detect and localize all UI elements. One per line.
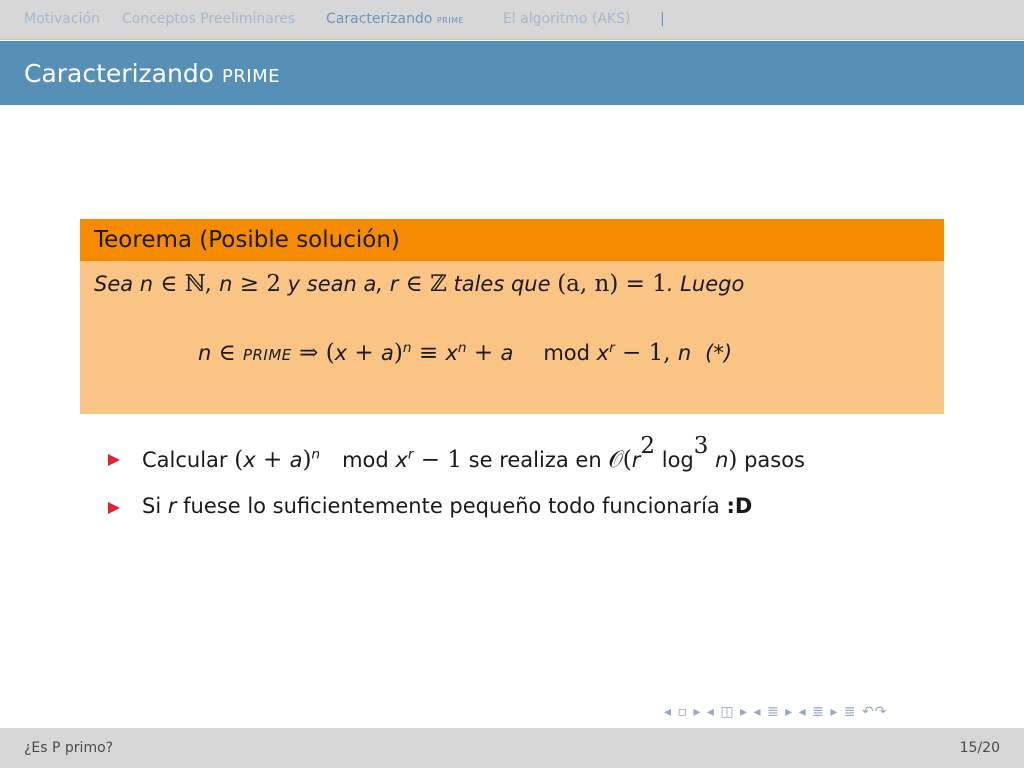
- stmt-var-n: n: [139, 272, 154, 296]
- frame-title-prime: prime: [221, 59, 281, 88]
- f-a2: a: [500, 341, 514, 365]
- footer-title: ¿Es P primo?: [24, 740, 114, 756]
- stmt-comma: ,: [205, 272, 220, 296]
- bullet-triangle-icon: [108, 502, 120, 514]
- f-x2: x: [445, 341, 458, 365]
- page-number: 15/20: [959, 740, 1000, 756]
- stmt-in-symbol-2: ∈: [398, 271, 431, 297]
- f-exp-r: r: [609, 339, 615, 356]
- stmt-text-2: y sean: [281, 272, 364, 296]
- f-paren-close: ): [393, 340, 403, 366]
- theorem-formula: [198, 340, 732, 366]
- footer-bar: [0, 728, 1024, 768]
- nav-section-prime-label: prime: [436, 12, 465, 26]
- beamer-navigation-icons[interactable]: ◂ ▫ ▸ ◂ ◫ ▸ ◂ ≣ ▸ ◂ ≣ ▸ ≣ ↶↷: [664, 704, 888, 720]
- bullet-triangle-icon: [108, 454, 120, 466]
- stmt-text: Sea: [94, 272, 140, 296]
- frame-title: [24, 59, 280, 88]
- f-exp-n2: n: [457, 339, 467, 356]
- stmt-in-symbol: ∈: [153, 271, 185, 297]
- f-n3: n: [677, 341, 692, 365]
- stmt-text-4: . Luego: [666, 272, 745, 296]
- stmt-naturals: ℕ: [184, 271, 206, 297]
- nav-section-algoritmo[interactable]: El algoritmo (AKS): [503, 11, 631, 27]
- nav-section-caracterizando[interactable]: [326, 11, 464, 27]
- stmt-var-n2: n: [219, 272, 233, 296]
- bullet-text-2: Si r fuese lo suficientemente pequeño todo funcionaría :D: [142, 494, 753, 518]
- f-exp-n: n: [402, 339, 412, 356]
- f-a: a: [381, 341, 394, 365]
- nav-section-caracterizando-label: Caracterizando: [326, 11, 433, 27]
- f-mod: mod: [543, 341, 590, 365]
- nav-separator: |: [660, 11, 665, 27]
- stmt-gcd: (a, n) = 1: [557, 271, 667, 297]
- theorem-header: [80, 219, 944, 261]
- f-implies: ⇒: [291, 340, 326, 366]
- f-x3: x: [596, 341, 610, 365]
- f-x: x: [334, 341, 348, 365]
- theorem-block: [80, 219, 944, 414]
- nav-section-conceptos[interactable]: Conceptos Preeliminares: [122, 11, 296, 27]
- f-plus: +: [347, 340, 382, 366]
- f-equiv: ≡: [411, 340, 446, 366]
- frame-title-main: Caracterizando: [24, 59, 214, 88]
- f-paren-open: (: [325, 340, 335, 366]
- theorem-title: Teorema (Posible solución): [94, 227, 400, 253]
- stmt-integers: ℤ: [430, 271, 447, 297]
- stmt-text-3: tales que: [446, 272, 558, 296]
- frame-title-bar: [0, 41, 1024, 105]
- bullet-text-1: Calcular $(x + a)^n$ mod $x^r - 1$ se realiza en $𝒪(r^2$ $\log^3 n$) pasos: [142, 433, 805, 473]
- f-n: n: [198, 341, 212, 365]
- f-in: ∈: [211, 340, 243, 366]
- f-plus2: +: [466, 340, 501, 366]
- stmt-vars-ar: a, r: [363, 272, 399, 296]
- f-prime: prime: [242, 341, 292, 365]
- stmt-ge-2: ≥ 2: [232, 271, 281, 297]
- f-minus-1: − 1,: [614, 340, 678, 366]
- nav-section-motivacion[interactable]: Motivación: [24, 11, 100, 27]
- f-tag: (*): [705, 341, 733, 365]
- section-navigation-bar: [0, 0, 1024, 40]
- theorem-statement: [94, 271, 744, 297]
